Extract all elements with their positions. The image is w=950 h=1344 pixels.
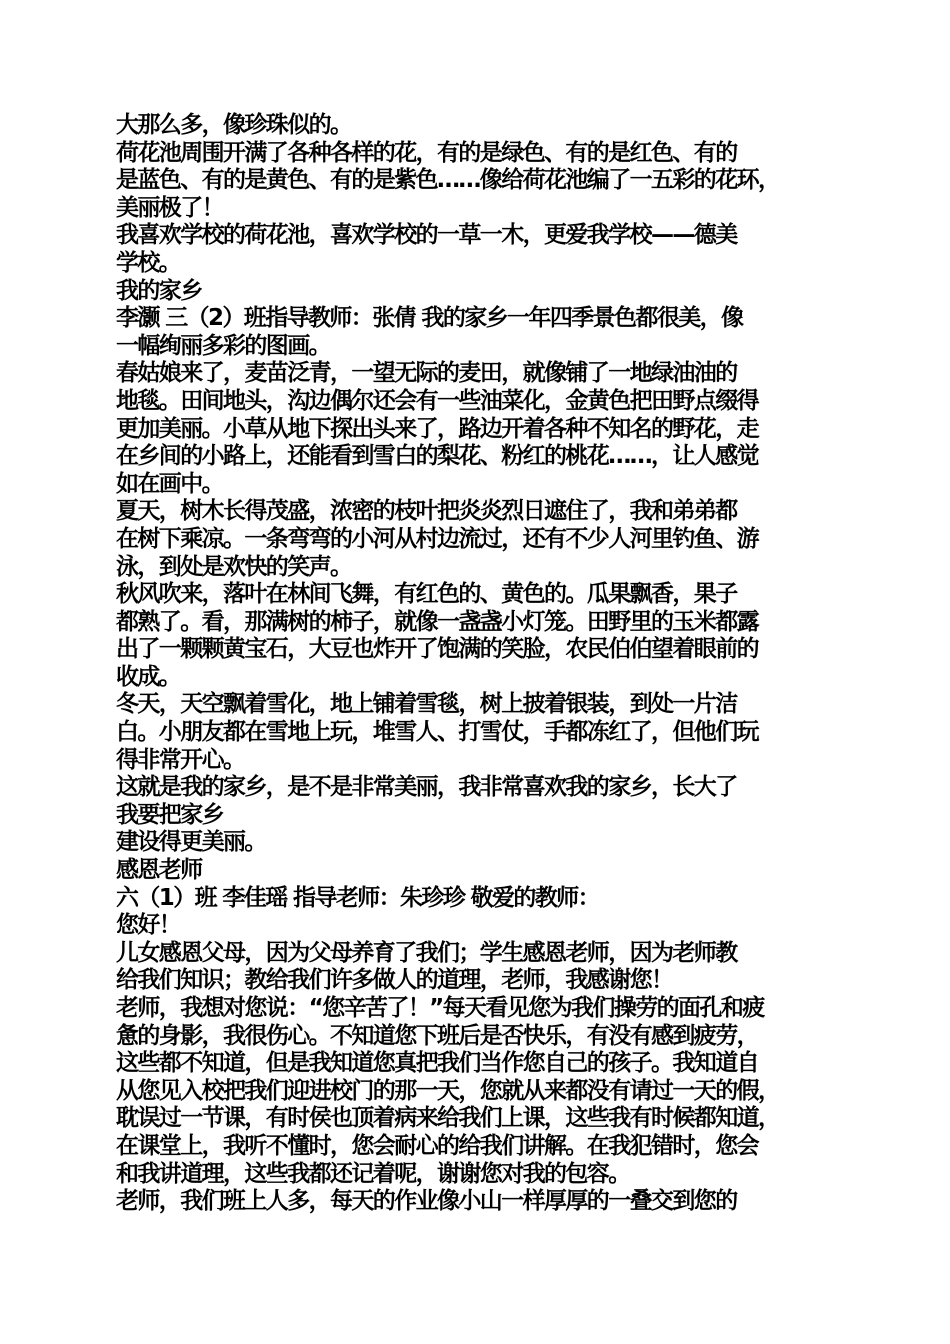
section-heading: 感恩老师 xyxy=(116,857,202,884)
text-line: 在树下乘凉。一条弯弯的小河从村边流过，还有不少人河里钓鱼、游 xyxy=(116,525,759,552)
text-line: 一幅绚丽多彩的图画。 xyxy=(116,332,331,359)
text-line: 出了一颗颗黄宝石，大豆也炸开了饱满的笑脸，农民伯伯望着眼前的 xyxy=(116,636,759,663)
text-line: 在课堂上，我听不懂时，您会耐心的给我们讲解。在我犯错时，您会 xyxy=(116,1132,759,1159)
text-line: 李灏 三（2）班指导教师：张倩 我的家乡一年四季景色都很美，像 xyxy=(116,305,743,332)
text-line: 秋风吹来，落叶在林间飞舞，有红色的、黄色的。瓜果飘香，果子 xyxy=(116,581,737,608)
text-line: 从您见入校把我们迎进校门的那一天，您就从来都没有请过一天的假， xyxy=(116,1077,780,1104)
text-line: 学校。 xyxy=(116,249,181,276)
text-line: 美丽极了！ xyxy=(116,194,224,221)
text-line: 都熟了。看，那满树的柿子，就像一盏盏小灯笼。田野里的玉米都露 xyxy=(116,608,759,635)
text-line: 在乡间的小路上，还能看到雪白的梨花、粉红的桃花……，让人感觉 xyxy=(116,443,759,470)
text-line: 白。小朋友都在雪地上玩，堆雪人、打雪仗，手都冻红了，但他们玩 xyxy=(116,719,759,746)
text-line: 荷花池周围开满了各种各样的花，有的是绿色、有的是红色、有的 xyxy=(116,139,737,166)
section-heading: 我的家乡 xyxy=(116,277,202,304)
text-line: 更加美丽。小草从地下探出头来了，路边开着各种不知名的野花，走 xyxy=(116,415,759,442)
text-line: 和我讲道理，这些我都还记着呢，谢谢您对我的包容。 xyxy=(116,1160,630,1187)
text-line: 这就是我的家乡，是不是非常美丽，我非常喜欢我的家乡，长大了 xyxy=(116,774,737,801)
text-line: 儿女感恩父母，因为父母养育了我们；学生感恩老师，因为老师教 xyxy=(116,939,737,966)
text-line: 老师，我想对您说：“您辛苦了！”每天看见您为我们操劳的面孔和疲 xyxy=(116,995,764,1021)
text-line: 收成。 xyxy=(116,663,181,690)
text-line: 如在画中。 xyxy=(116,470,224,497)
text-line: 得非常开心。 xyxy=(116,746,245,773)
text-line: 冬天，天空飘着雪化，地上铺着雪毯，树上披着银装，到处一片洁 xyxy=(116,691,737,718)
text-line: 夏天，树木长得茂盛，浓密的枝叶把炎炎烈日遮住了，我和弟弟都 xyxy=(116,498,737,525)
text-line: 建设得更美丽。 xyxy=(116,829,266,856)
text-line: 给我们知识；教给我们许多做人的道理，老师，我感谢您！ xyxy=(116,967,673,994)
text-line: 惫的身影，我很伤心。不知道您下班后是否快乐，有没有感到疲劳， xyxy=(116,1022,759,1049)
text-line: 六（1）班 李佳瑶 指导老师：朱珍珍 敬爱的教师： xyxy=(116,884,600,911)
text-line: 泳，到处是欢快的笑声。 xyxy=(116,553,352,580)
text-line: 我喜欢学校的荷花池，喜欢学校的一草一木，更爱我学校——德美 xyxy=(116,222,737,249)
text-line: 这些都不知道，但是我知道您真把我们当作您自己的孩子。我知道自 xyxy=(116,1050,759,1077)
text-line: 地毯。田间地头，沟边偶尔还会有一些油菜化，金黄色把田野点缀得 xyxy=(116,387,759,414)
text-line: 我要把家乡 xyxy=(116,801,224,828)
document-page xyxy=(116,112,856,1216)
text-line: 老师，我们班上人多，每天的作业像小山一样厚厚的一叠交到您的 xyxy=(116,1188,737,1215)
text-line: 是蓝色、有的是黄色、有的是紫色……像给荷花池编了一五彩的花环， xyxy=(116,167,780,194)
text-line: 大那么多，像珍珠似的。 xyxy=(116,112,352,138)
text-line: 春姑娘来了，麦苗泛青，一望无际的麦田，就像铺了一地绿油油的 xyxy=(116,360,737,387)
text-line: 您好！ xyxy=(116,912,181,939)
text-line: 耽误过一节课，有时侯也顶着病来给我们上课，这些我有时候都知道， xyxy=(116,1105,780,1132)
